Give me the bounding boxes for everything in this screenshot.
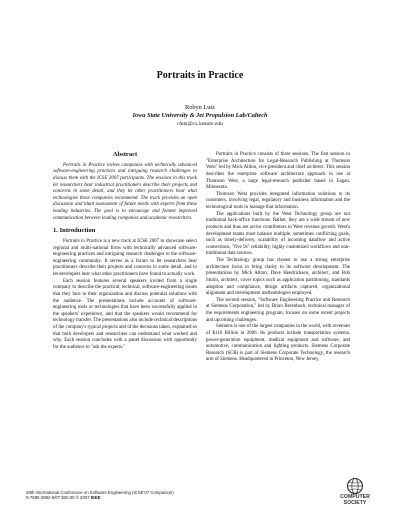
body-paragraph: Portraits in Practice consists of three sessions. The first session in "Enterprise Architecture for Legal-Research Publishing at Thomson West" led by Mick Allton, vice president and chief architect. This session describes the enterprise software architecture approach in use at Thomson West, a large legal-research publisher based in Eagan, Minnesota. <box>206 152 350 191</box>
conference-footer <box>26 490 174 501</box>
author-name: Robyn Lutz <box>185 104 215 111</box>
body-paragraph: Siemens is one of the largest companies in the world, with revenues of $110 Billion in 2006. Its products include transportation systems, power-generation equipment, medical equipment and software, and automotive, communication and lighting products. Siemens Corporate Research (SCR) is part of Siemens Corporate Technology, the research arm of Siemens. Headquartered in Princeton, New Jersey, <box>206 324 350 363</box>
computer-society-logo-text: COMPUTER SOCIETY <box>340 494 370 506</box>
intro-paragraph: Portraits in Practice is a new track at ICSE 2007 to showcase select regional and multi-national firms with technically advanced software-engineering practices and intriguing research challenges to the software-engineering community. It serves as a forum to let researchers hear practitioners describe their projects and concerns in some detail, and to let developers hear what other practitioners have found to actually work. <box>53 238 197 277</box>
author-email: rlutz@cs.iastate.edu <box>177 121 223 127</box>
author-affiliation: Iowa State University & Jet Propulsion Lab/Caltech <box>132 112 268 119</box>
ieee-logo-text: IEEE <box>90 495 101 501</box>
body-paragraph: Thomson West provides integrated information solutions to its customers, involving legal, regulatory and business information and the technological tools to manage that information. <box>206 191 350 210</box>
body-paragraph: The second session, "Software Engineering Practice and Research at Siemens Corporation," led by Brian Berenbach, technical manager of the requirements engineering program, focuses on some recent projects and upcoming challenges. <box>206 297 350 323</box>
abstract-heading: Abstract <box>112 151 138 158</box>
introduction-heading: 1. Introduction <box>53 227 96 235</box>
abstract-text: Portraits in Practice invites companies with technically advanced software-engineering practices and intriguing research challenges to discuss them with the ICSE 2007 participants. The sessions in this track let researchers hear industrial practitioners describe their projects and concerns in some detail, and they let other practitioners hear what technologies these companies recommend. The track provides an open discussion and blunt assessment of future needs with experts from these leading industries. The goal is to encourage and foment improved communication between leading companies and academic researchers. <box>53 162 197 221</box>
body-paragraph: The applications built by the West Technology group are not traditional back-office functions. Rather, they are a wide stream of new products and thus are active contributors to West revenue growth. West's development teams must balance multiple, sometimes conflicting goals, such as timely-delivery, scalability of incoming dataflow and active connections, "five 9s" reliability, highly customized workflows and non-traditional data sources. <box>206 211 350 257</box>
right-column <box>206 152 350 364</box>
body-paragraph: The Technology group has chosen to use a strong enterprise architecture focus to bring clarity to its software development. The presentations by Mick Allton, Dave Hendricksen, architect, and Bob Sturm, architect, cover topics such as application partitioning, standards adoption and compliance, design artifacts captured, organizational alignment and development methodologies employed. <box>206 258 350 297</box>
intro-paragraph: Each session features several speakers invited from a single company to describe the practical, technical, software-engineering issues that they face in their organization and discuss potential solutions with the audience. The presentations include accounts of software-engineering tools or technologies that have been successfully applied in the speakers' experience, and that the speakers would recommend for technology transfer. The presentations also include technical descriptions of the company's typical projects and of the decisions taken, explained so that both developers and researchers can understand what worked and why. Each session concludes with a panel discussion with opportunity for the audience to "ask the experts." <box>53 278 197 350</box>
footer-conference-line: 29th International Conference on Software Engineering (ICSE'07 Companion) <box>26 490 174 495</box>
footer-isbn: 0-7695-2892-9/07 $20.00 © 2007 <box>26 495 91 501</box>
left-column <box>53 152 197 352</box>
footer-copyright-line <box>26 495 174 500</box>
paper-title: Portraits in Practice <box>156 70 244 81</box>
